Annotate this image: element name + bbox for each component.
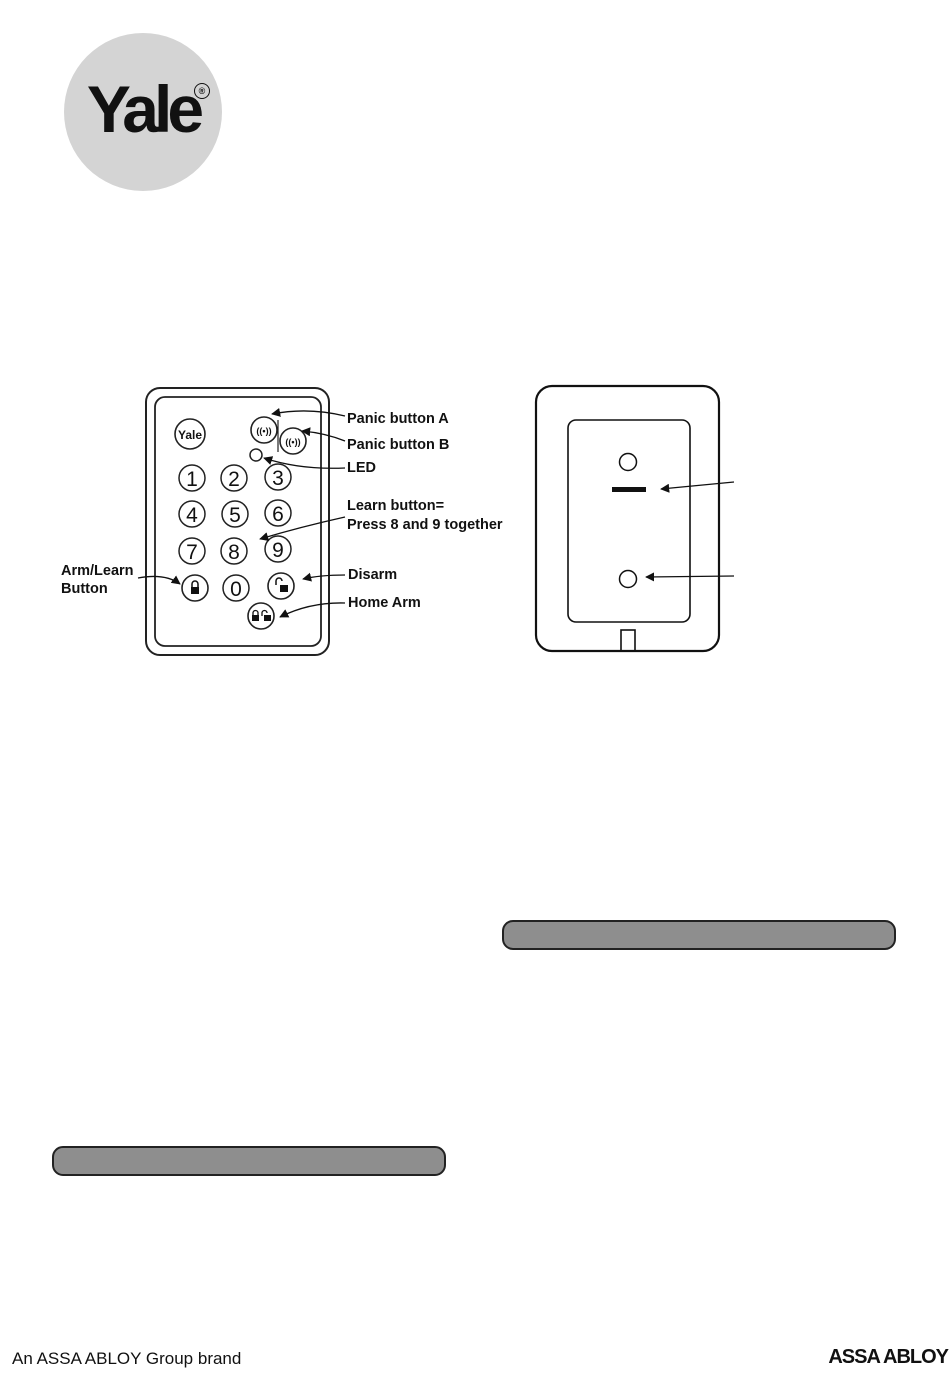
- home-arm-arrow: [280, 603, 345, 617]
- key-3-label: 3: [272, 467, 284, 490]
- panic-a-arrow: [272, 411, 345, 416]
- bracket-slot: [612, 487, 646, 492]
- registered-mark: ®: [194, 83, 210, 99]
- wall-bracket-diagram: [536, 386, 734, 651]
- disarm-arrow: [303, 575, 345, 579]
- svg-text:((•)): ((•)): [285, 437, 301, 447]
- keypad-badge-text: Yale: [177, 428, 203, 442]
- arm-label-line1: Arm/Learn: [61, 563, 134, 579]
- learn-label-line1: Learn button=: [347, 498, 445, 514]
- key-5-label: 5: [229, 504, 241, 527]
- panic-button-a: [251, 417, 277, 443]
- bracket-outer: [536, 386, 719, 651]
- bottom-screw-hole: [620, 571, 637, 588]
- key-6-label: 6: [272, 503, 284, 526]
- key-4-label: 4: [186, 504, 198, 527]
- led-indicator: [250, 449, 262, 461]
- panic-a-label: Panic button A: [347, 411, 449, 427]
- led-label: LED: [347, 460, 376, 476]
- panic-button-b: [280, 428, 306, 454]
- keypad-yale-badge: [175, 419, 205, 449]
- section-header-bar: [502, 920, 896, 950]
- panic-b-arrow: [302, 431, 345, 441]
- key-9-label: 9: [272, 539, 284, 562]
- assa-abloy-logo: ASSA ABLOY: [828, 1346, 948, 1368]
- svg-text:((•)): ((•)): [256, 426, 272, 436]
- arm-arrow: [138, 576, 180, 584]
- bracket-tab: [621, 630, 635, 651]
- top-screw-hole: [620, 454, 637, 471]
- key-7-label: 7: [186, 541, 198, 564]
- key-2-label: 2: [228, 468, 240, 491]
- home-arm-label: Home Arm: [348, 595, 421, 611]
- screw-hole-arrow: [646, 576, 734, 577]
- learn-label-line2: Press 8 and 9 together: [347, 517, 503, 533]
- slot-arrow: [661, 482, 734, 489]
- home-arm-button: [248, 603, 274, 629]
- bracket-inner-plate: [568, 420, 690, 622]
- arm-button: [182, 575, 208, 601]
- yale-logo-wordmark: Yale: [86, 72, 200, 146]
- brand-statement: An ASSA ABLOY Group brand: [12, 1349, 242, 1368]
- disarm-button: [268, 573, 294, 599]
- key-1-label: 1: [186, 468, 198, 491]
- key-0-label: 0: [230, 578, 242, 601]
- arm-label-line2: Button: [61, 581, 108, 597]
- keypad-diagram: [61, 388, 503, 655]
- disarm-label: Disarm: [348, 567, 398, 583]
- panic-b-label: Panic button B: [347, 437, 450, 453]
- section-header-bar: [52, 1146, 446, 1176]
- key-8-label: 8: [228, 541, 240, 564]
